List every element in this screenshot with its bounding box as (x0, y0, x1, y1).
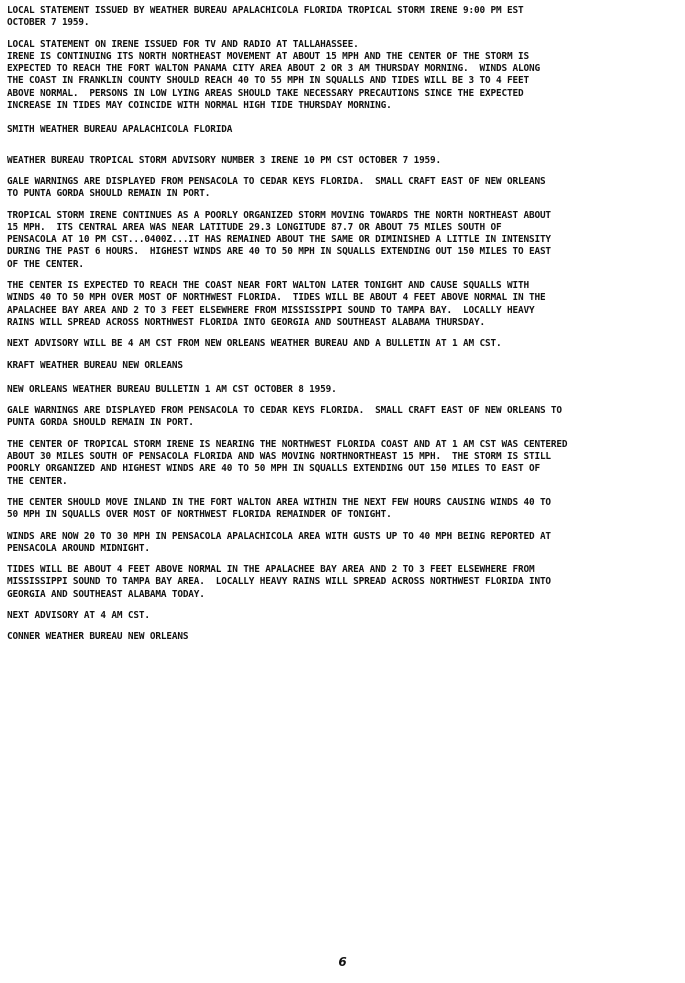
advisory-3-header: WEATHER BUREAU TROPICAL STORM ADVISORY NUMBER 3 IRENE 10 PM CST OCTOBER 7 1959. (7, 154, 442, 166)
advisory-3-storm-status: TROPICAL STORM IRENE CONTINUES AS A POORLY ORGANIZED STORM MOVING TOWARDS THE NORTH NORTHEAST ABOUT 15 MPH. ITS CENTRAL AREA WAS NEAR LATITUDE 29.3 LONGITUDE 87.7 OR ABOUT 75 MILES SOUTH OF PENSACOLA AT 10 PM CST...0400Z...IT HAS REMAINED ABOUT THE SAME OR DIMINISHED A LITTLE IN INTENSITY DURING THE PAST 6 HOURS. HIGHEST WINDS ARE 40 TO 50 MPH IN SQUALLS EXTENDING OUT 150 MILES TO EAST OF THE CENTER. (7, 209, 551, 270)
bulletin-header: NEW ORLEANS WEATHER BUREAU BULLETIN 1 AM CST OCTOBER 8 1959. (7, 383, 337, 395)
advisory-3-next-advisory: NEXT ADVISORY WILL BE 4 AM CST FROM NEW ORLEANS WEATHER BUREAU AND A BULLETIN AT 1 AM CST. (7, 338, 502, 350)
signature-conner: CONNER WEATHER BUREAU NEW ORLEANS (7, 631, 189, 643)
bulletin-current-winds: WINDS ARE NOW 20 TO 30 MPH IN PENSACOLA APALACHICOLA AREA WITH GUSTS UP TO 40 MPH BEING REPORTED AT PENSACOLA AROUND MIDNIGHT. (7, 530, 551, 554)
signature-kraft: KRAFT WEATHER BUREAU NEW ORLEANS (7, 359, 183, 371)
bulletin-tides-rain: TIDES WILL BE ABOUT 4 FEET ABOVE NORMAL IN THE APALACHEE BAY AREA AND 2 TO 3 FEET ELSEWHERE FROM MISSISSIPPI SOUND TO TAMPA BAY AREA. LOCALLY HEAVY RAINS WILL SPREAD ACROSS NORTHWEST FLORIDA INTO GEORGIA AND SOUTHEAST ALABAMA TODAY. (7, 564, 551, 600)
local-statement-header: LOCAL STATEMENT ISSUED BY WEATHER BUREAU APALACHICOLA FLORIDA TROPICAL STORM IRENE 9:00 PM EST OCTOBER 7 1959. (7, 5, 524, 29)
advisory-3-forecast: THE CENTER IS EXPECTED TO REACH THE COAST NEAR FORT WALTON LATER TONIGHT AND CAUSE SQUALLS WITH WINDS 40 TO 50 MPH OVER MOST OF NORTHWEST FLORIDA. TIDES WILL BE ABOUT 4 FEET ABOVE NORMAL IN THE APALACHEE BAY AREA AND 2 TO 3 FEET ELSEWHERE FROM MISSISSIPPI SOUND TO TAMPA BAY. LOCALLY HEAVY RAINS WILL SPREAD ACROSS NORTHWEST FLORIDA INTO GEORGIA AND SOUTHEAST ALABAMA THURSDAY. (7, 280, 546, 328)
bulletin-gale-warnings: GALE WARNINGS ARE DISPLAYED FROM PENSACOLA TO CEDAR KEYS FLORIDA. SMALL CRAFT EAST OF NEW ORLEANS TO PUNTA GORDA SHOULD REMAIN IN PORT. (7, 405, 562, 429)
advisory-3-gale-warnings: GALE WARNINGS ARE DISPLAYED FROM PENSACOLA TO CEDAR KEYS FLORIDA. SMALL CRAFT EAST OF NEW ORLEANS TO PUNTA GORDA SHOULD REMAIN IN PORT. (7, 175, 546, 200)
bulletin-forecast: THE CENTER SHOULD MOVE INLAND IN THE FORT WALTON AREA WITHIN THE NEXT FEW HOURS CAUSING WINDS 40 TO 50 MPH IN SQUALLS OVER MOST OF NORTHWEST FLORIDA REMAINDER OF TONIGHT. (7, 496, 551, 521)
document-body (7, 5, 679, 653)
page-number: 6 (338, 955, 347, 969)
local-statement-body: LOCAL STATEMENT ON IRENE ISSUED FOR TV AND RADIO AT TALLAHASSEE. IRENE IS CONTINUING ITS NORTH NORTHEAST MOVEMENT AT ABOUT 15 MPH AND THE CENTER OF THE STORM IS EXPECTED TO REACH THE FORT WALTON PANAMA CITY AREA ABOUT 2 OR 3 AM THURSDAY MORNING. WINDS ALONG THE COAST IN FRANKLIN COUNTY SHOULD REACH 40 TO 55 MPH IN SQUALLS AND TIDES WILL BE 3 TO 4 FEET ABOVE NORMAL. PERSONS IN LOW LYING AREAS SHOULD TAKE NECESSARY PRECAUTIONS SINCE THE EXPECTED INCREASE IN TIDES MAY COINCIDE WITH NORMAL HIGH TIDE THURSDAY MORNING. (7, 38, 540, 112)
bulletin-next-advisory: NEXT ADVISORY AT 4 AM CST. (7, 609, 150, 621)
bulletin-storm-status: THE CENTER OF TROPICAL STORM IRENE IS NEARING THE NORTHWEST FLORIDA COAST AND AT 1 AM CST WAS CENTERED ABOUT 30 MILES SOUTH OF PENSACOLA FLORIDA AND WAS MOVING NORTHNORTHEAST 15 MPH. THE STORM IS STILL POORLY ORGANIZED AND HIGHEST WINDS ARE 40 TO 50 MPH IN SQUALLS EXTENDING OUT 150 MILES TO EAST OF THE CENTER. (7, 438, 568, 487)
signature-smith: SMITH WEATHER BUREAU APALACHICOLA FLORIDA (7, 124, 233, 136)
